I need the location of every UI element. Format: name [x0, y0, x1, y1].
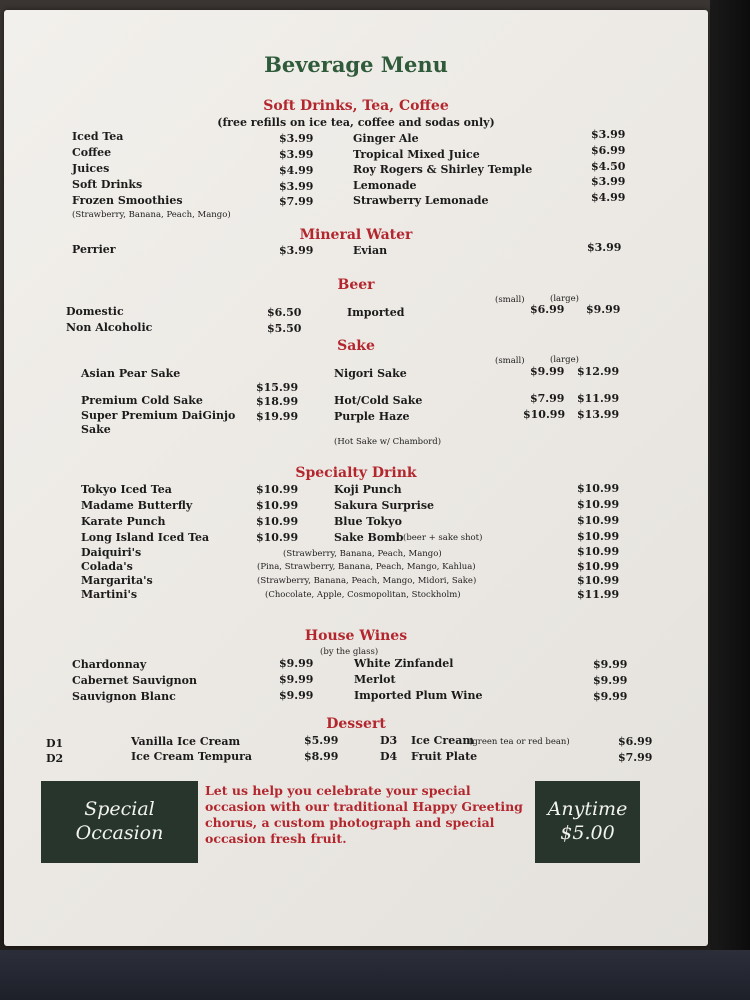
table-surface	[0, 950, 750, 1000]
anytime-price-box	[535, 781, 640, 863]
menu-item-price: $4.99	[279, 164, 314, 177]
menu-item-price: $10.99	[256, 515, 299, 528]
menu-item-price: $10.99	[577, 482, 620, 495]
small-size-label: (small)	[495, 356, 525, 366]
menu-item-name: Evian	[353, 244, 388, 257]
menu-item-price: $10.99	[577, 574, 620, 587]
large-size-label: (large)	[550, 294, 579, 304]
smoothie-flavors-note: (Strawberry, Banana, Peach, Mango)	[72, 210, 231, 220]
menu-item-price: $10.99	[577, 545, 620, 558]
menu-item-price-large: $13.99	[577, 408, 620, 421]
menu-item-price: $3.99	[587, 241, 622, 254]
menu-item-name: White Zinfandel	[354, 657, 454, 670]
menu-item-name: Tropical Mixed Juice	[353, 148, 480, 161]
menu-page	[4, 10, 708, 946]
menu-item-price: $9.99	[593, 690, 628, 703]
menu-item-price-large: $11.99	[577, 392, 620, 405]
menu-item-name: Long Island Iced Tea	[81, 531, 210, 544]
menu-item-name: Blue Tokyo	[334, 515, 402, 528]
menu-item-price: $10.99	[577, 498, 620, 511]
menu-item-price: $11.99	[577, 588, 620, 601]
special-occasion-box	[41, 781, 198, 863]
menu-item-name: Iced Tea	[72, 130, 124, 143]
soft-drinks-note: (free refills on ice tea, coffee and sodas only)	[217, 116, 495, 129]
menu-item-name: Karate Punch	[81, 515, 166, 528]
menu-item-price-small: $10.99	[523, 408, 566, 421]
dessert-code: D3	[380, 734, 398, 747]
menu-item-name: Sakura Surprise	[334, 499, 435, 512]
menu-item-name: Soft Drinks	[72, 178, 143, 191]
menu-item-name: Hot/Cold Sake	[334, 394, 423, 407]
special-occasion-line1: Special	[84, 798, 155, 820]
menu-item-price: $7.99	[279, 195, 314, 208]
menu-item-price: $6.99	[591, 144, 626, 157]
menu-item-price: $9.99	[593, 658, 628, 671]
menu-item-price-small: $9.99	[530, 365, 565, 378]
menu-item-name: Chardonnay	[72, 658, 147, 671]
menu-item-price: $4.99	[591, 191, 626, 204]
menu-item-price: $3.99	[591, 128, 626, 141]
menu-item-price: $10.99	[577, 560, 620, 573]
menu-item-note: (Chocolate, Apple, Cosmopolitan, Stockholm)	[265, 590, 461, 600]
menu-item-name: Imported	[347, 306, 405, 319]
menu-item-name: Super Premium DaiGinjo	[81, 409, 236, 422]
menu-item-name: Lemonade	[353, 179, 417, 192]
menu-item-name: Juices	[72, 162, 110, 175]
menu-item-name: Ice Cream Tempura	[131, 750, 252, 763]
menu-item-name: Sake Bomb	[334, 531, 404, 544]
menu-item-name: Margarita's	[81, 574, 153, 587]
special-occasion-promo: Let us help you celebrate your special occasion with our traditional Happy Greeting chorus, a custom photograph and special occasion fresh fruit.	[205, 783, 523, 846]
menu-item-price: $10.99	[256, 499, 299, 512]
binder-edge	[710, 0, 750, 960]
menu-item-price-large: $12.99	[577, 365, 620, 378]
menu-item-price: $4.50	[591, 160, 626, 173]
menu-item-price: $7.99	[618, 751, 653, 764]
menu-item-name: Fruit Plate	[411, 750, 478, 763]
menu-item-name: Martini's	[81, 588, 138, 601]
menu-item-price: $3.99	[279, 244, 314, 257]
large-size-label: (large)	[550, 355, 579, 365]
special-occasion-line2: Occasion	[75, 822, 164, 844]
menu-item-price: $3.99	[279, 132, 314, 145]
menu-item-price: $3.99	[279, 180, 314, 193]
dessert-code: D4	[380, 750, 398, 763]
dessert-code: D2	[46, 752, 64, 765]
menu-item-note: (beer + sake shot)	[403, 533, 483, 543]
menu-item-name: Ice Cream	[411, 734, 474, 747]
menu-item-price: $10.99	[577, 514, 620, 527]
menu-item-name: Nigori Sake	[334, 367, 407, 380]
menu-item-price-small: $7.99	[530, 392, 565, 405]
menu-title: Beverage Menu	[264, 52, 448, 77]
beer-heading: Beer	[337, 277, 375, 293]
menu-item-price: $8.99	[304, 750, 339, 763]
menu-item-price-small: $6.99	[530, 303, 565, 316]
menu-item-price: $15.99	[256, 381, 299, 394]
menu-item-name: Imported Plum Wine	[354, 689, 483, 702]
specialty-drink-heading: Specialty Drink	[295, 465, 417, 481]
purple-haze-note: (Hot Sake w/ Chambord)	[334, 437, 442, 447]
menu-item-price: $19.99	[256, 410, 299, 423]
menu-item-price: $10.99	[256, 483, 299, 496]
menu-item-name: Vanilla Ice Cream	[131, 735, 241, 748]
house-wines-note: (by the glass)	[320, 647, 379, 657]
menu-item-name: Roy Rogers & Shirley Temple	[353, 163, 533, 176]
dessert-code: D1	[46, 737, 64, 750]
menu-item-name: Purple Haze	[334, 410, 410, 423]
menu-item-name: Premium Cold Sake	[81, 394, 203, 407]
menu-item-price: $9.99	[279, 657, 314, 670]
anytime-price: $5.00	[560, 822, 615, 844]
menu-item-name: Perrier	[72, 243, 116, 256]
menu-item-name: Asian Pear Sake	[81, 367, 181, 380]
menu-item-name: Ginger Ale	[353, 132, 419, 145]
menu-item-name: Cabernet Sauvignon	[72, 674, 197, 687]
menu-item-name: Tokyo Iced Tea	[81, 483, 172, 496]
menu-item-price-large: $9.99	[586, 303, 621, 316]
house-wines-heading: House Wines	[304, 628, 408, 644]
menu-item-price: $10.99	[577, 530, 620, 543]
menu-item-price: $9.99	[593, 674, 628, 687]
menu-item-name: Madame Butterfly	[81, 499, 193, 512]
menu-item-price: $6.50	[267, 306, 302, 319]
menu-item-name: Coffee	[72, 146, 112, 159]
menu-item-price: $5.50	[267, 322, 302, 335]
menu-item-name: Non Alcoholic	[66, 321, 153, 334]
menu-item-name: Sauvignon Blanc	[72, 690, 176, 703]
menu-item-price: $3.99	[591, 175, 626, 188]
menu-item-note: (Pina, Strawberry, Banana, Peach, Mango, Kahlua)	[257, 562, 476, 572]
anytime-label: Anytime	[547, 798, 628, 820]
small-size-label: (small)	[495, 295, 525, 305]
menu-item-price: $9.99	[279, 673, 314, 686]
menu-item-name-line2: Sake	[81, 423, 111, 436]
menu-item-price: $3.99	[279, 148, 314, 161]
soft-drinks-heading: Soft Drinks, Tea, Coffee	[263, 98, 449, 114]
menu-item-name: Koji Punch	[334, 483, 402, 496]
menu-item-name: Strawberry Lemonade	[353, 194, 489, 207]
menu-item-note: (green tea or red bean)	[469, 737, 570, 747]
sake-heading: Sake	[337, 338, 375, 354]
dessert-heading: Dessert	[326, 716, 386, 732]
menu-item-price: $10.99	[256, 531, 299, 544]
mineral-water-heading: Mineral Water	[299, 227, 413, 243]
menu-item-price: $6.99	[618, 735, 653, 748]
menu-item-note: (Strawberry, Banana, Peach, Mango, Midori, Sake)	[257, 576, 477, 586]
menu-item-name: Daiquiri's	[81, 546, 142, 559]
menu-item-name: Frozen Smoothies	[72, 194, 183, 207]
menu-item-price: $5.99	[304, 734, 339, 747]
menu-item-price: $18.99	[256, 395, 299, 408]
menu-item-name: Domestic	[66, 305, 124, 318]
menu-item-note: (Strawberry, Banana, Peach, Mango)	[283, 549, 442, 559]
menu-item-name: Merlot	[354, 673, 396, 686]
menu-item-price: $9.99	[279, 689, 314, 702]
menu-item-name: Colada's	[81, 560, 133, 573]
